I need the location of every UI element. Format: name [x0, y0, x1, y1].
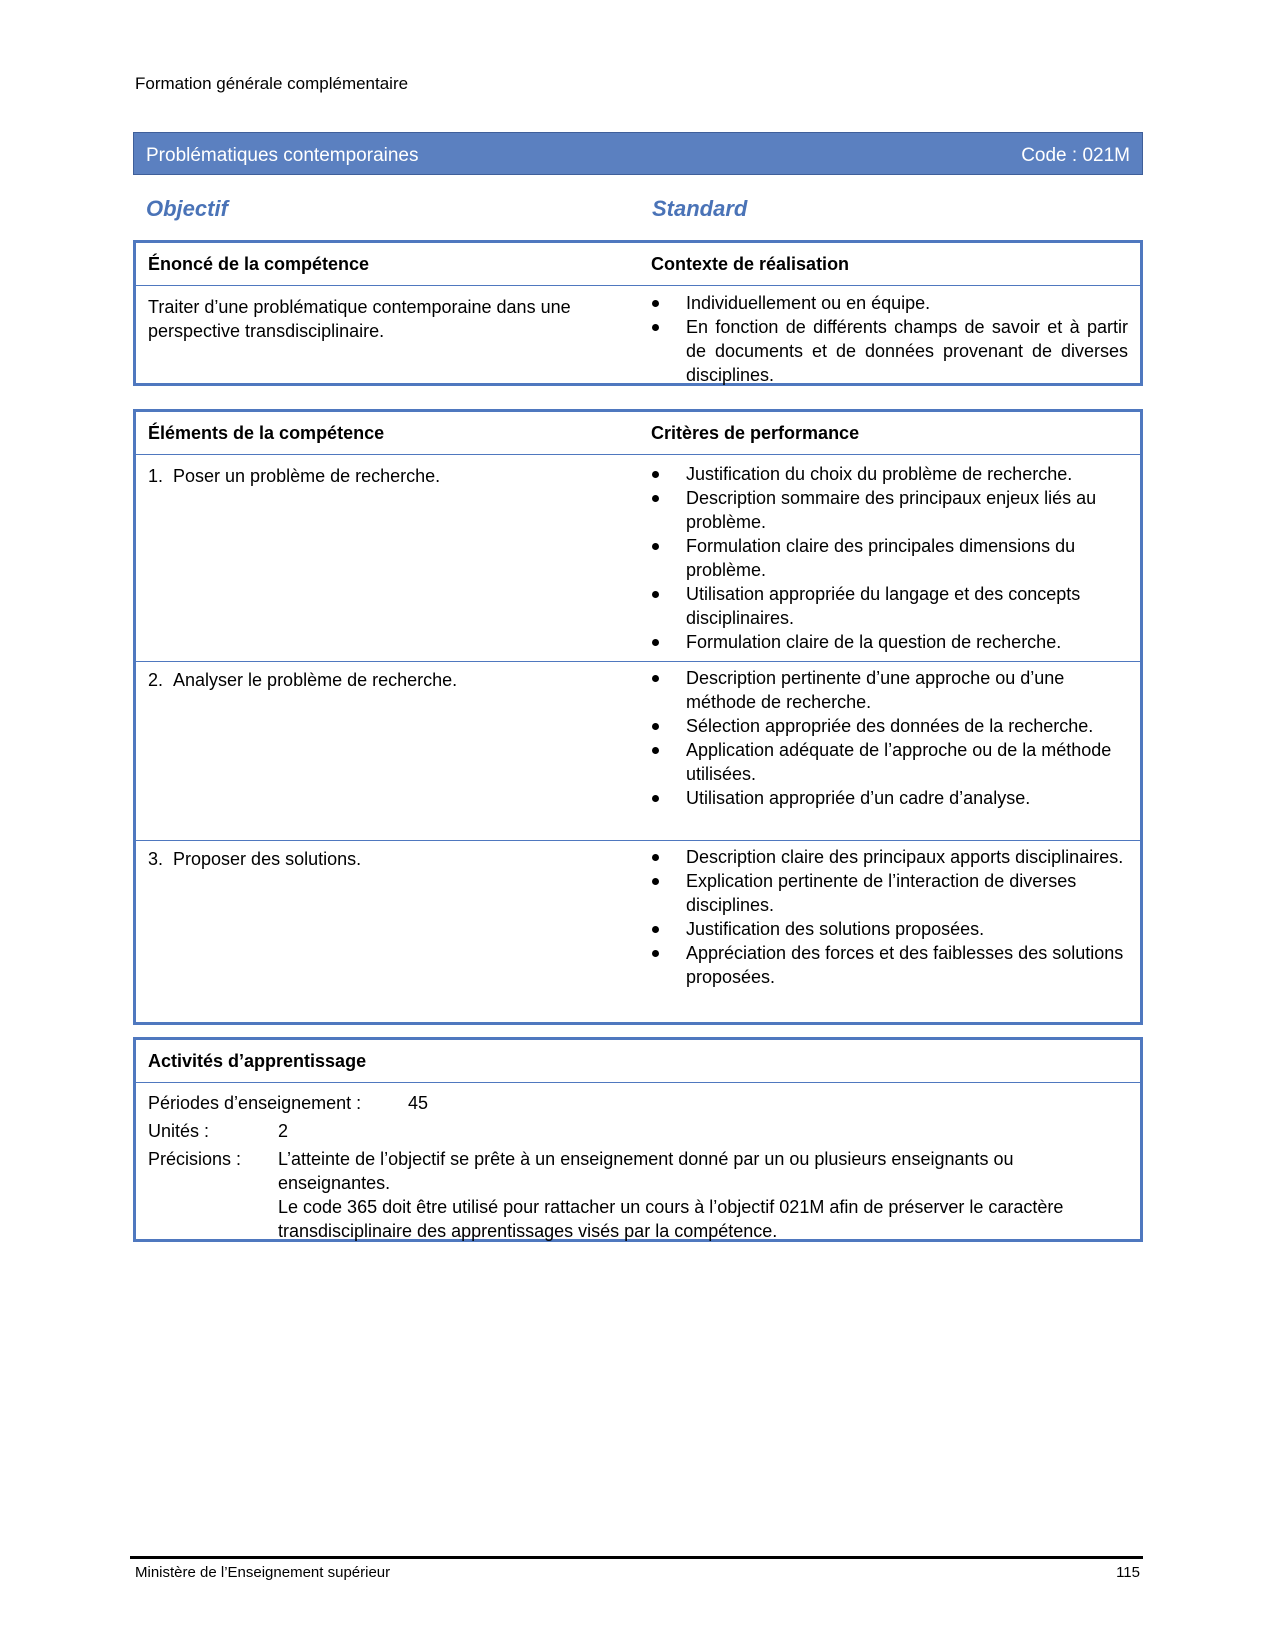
footer-rule — [130, 1556, 1143, 1559]
row-divider — [136, 661, 1140, 662]
criteria-item: Sélection appropriée des données de la recherche. — [648, 714, 1128, 738]
units-value: 2 — [278, 1121, 289, 1141]
criteria-header: Critères de performance — [651, 423, 860, 443]
document-header: Formation générale complémentaire — [135, 74, 409, 93]
context-item: En fonction de différents champs de savoir et à partir de documents et de données provenant de diverses disciplines. — [648, 315, 1128, 387]
criteria-item: Appréciation des forces et des faiblesses des solutions proposées. — [648, 941, 1128, 989]
standard-heading: Standard — [652, 196, 748, 221]
activities-box — [133, 1037, 1143, 1242]
course-code: Code : 021M — [1021, 145, 1130, 166]
context-header: Contexte de réalisation — [651, 254, 850, 274]
criteria-item: Description claire des principaux apports disciplinaires. — [648, 845, 1128, 869]
precisions-text-1: L’atteinte de l’objectif se prête à un enseignement donné par un ou plusieurs enseignants ou enseignantes. — [278, 1149, 1014, 1193]
context-item: Individuellement ou en équipe. — [648, 291, 1128, 315]
title-bar — [133, 132, 1143, 175]
course-title: Problématiques contemporaines — [146, 145, 419, 166]
competence-header-row — [136, 243, 1140, 286]
periods-label: Périodes d’enseignement : — [148, 1093, 362, 1113]
criteria-item: Description sommaire des principaux enjeux liés au problème. — [648, 486, 1128, 534]
row-divider — [136, 840, 1140, 841]
footer-ministry: Ministère de l’Enseignement supérieur — [135, 1564, 391, 1581]
activities-header-row — [136, 1040, 1140, 1083]
elements-header-row — [136, 412, 1140, 455]
competence-statement-header: Énoncé de la compétence — [148, 254, 370, 274]
criteria-item: Utilisation appropriée d’un cadre d’analyse. — [648, 786, 1128, 810]
page-number: 115 — [1116, 1564, 1140, 1581]
criteria-item: Description pertinente d’une approche ou d’une méthode de recherche. — [648, 666, 1128, 714]
criteria-list — [648, 462, 1128, 654]
element-item: 2. Analyser le problème de recherche. — [148, 670, 458, 690]
precisions-label: Précisions : — [148, 1149, 242, 1169]
criteria-list — [648, 845, 1128, 989]
criteria-item: Justification du choix du problème de recherche. — [648, 462, 1128, 486]
activities-header: Activités d’apprentissage — [148, 1051, 367, 1071]
competence-box — [133, 240, 1143, 386]
criteria-item: Formulation claire des principales dimensions du problème. — [648, 534, 1128, 582]
elements-header: Éléments de la compétence — [148, 423, 385, 443]
objectif-heading: Objectif — [146, 196, 228, 221]
criteria-item: Application adéquate de l’approche ou de la méthode utilisées. — [648, 738, 1128, 786]
criteria-list — [648, 666, 1128, 810]
element-item: 1. Poser un problème de recherche. — [148, 466, 441, 486]
criteria-item: Explication pertinente de l’interaction de diverses disciplines. — [648, 869, 1128, 917]
criteria-item: Formulation claire de la question de recherche. — [648, 630, 1128, 654]
elements-box — [133, 409, 1143, 1025]
criteria-item: Utilisation appropriée du langage et des concepts disciplinaires. — [648, 582, 1128, 630]
competence-statement: Traiter d’une problématique contemporaine dans une perspective transdisciplinaire. — [148, 297, 571, 341]
context-list — [648, 291, 1128, 387]
periods-value: 45 — [408, 1093, 429, 1113]
precisions-text-2: Le code 365 doit être utilisé pour rattacher un cours à l’objectif 021M afin de préserver le caractère transdisciplinaire des apprentissages visés par la compétence. — [278, 1197, 1064, 1241]
units-label: Unités : — [148, 1121, 210, 1141]
element-item: 3. Proposer des solutions. — [148, 849, 362, 869]
criteria-item: Justification des solutions proposées. — [648, 917, 1128, 941]
